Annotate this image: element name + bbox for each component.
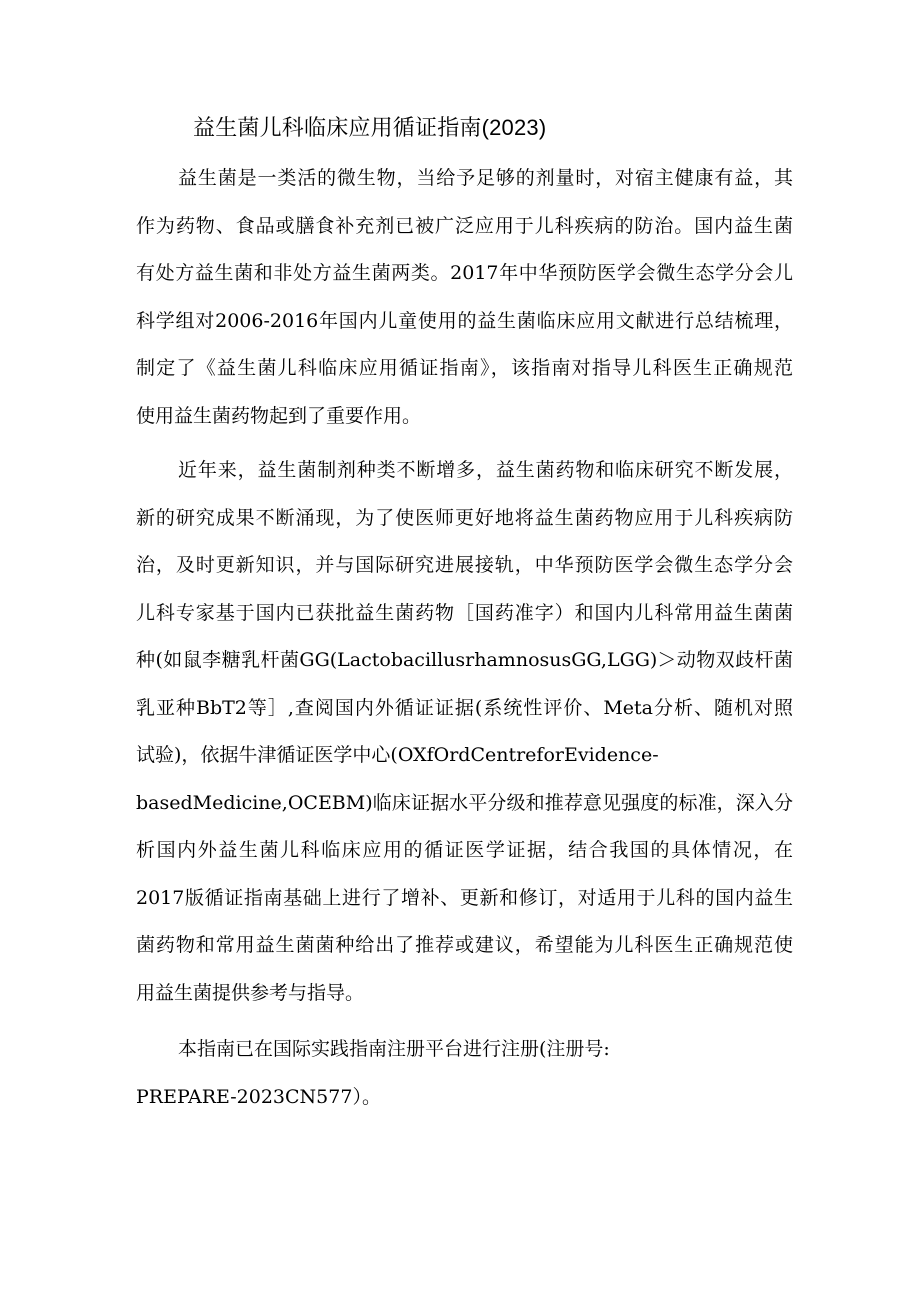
paragraph-line: 使用益生菌药物起到了重要作用。 [136, 404, 422, 427]
paragraph-line: 种(如鼠李糖乳杆菌GG(LactobacillusrhamnosusGG,LGG)＞动物双歧杆菌 [136, 649, 793, 671]
paragraph-line: 菌药物和常用益生菌菌种给出了推荐或建议，希望能为儿科医生正确规范使 [136, 934, 793, 956]
paragraph-line: 析国内外益生菌儿科临床应用的循证医学证据，结合我国的具体情况，在 [136, 839, 793, 861]
paragraph-line: PREPARE-2023CN577）。 [136, 1085, 381, 1108]
paragraph-line: 作为药物、食品或膳食补充剂已被广泛应用于儿科疾病的防治。国内益生菌 [136, 214, 793, 237]
paragraph-registration [136, 1026, 793, 1121]
paragraph-introduction [136, 155, 793, 440]
paragraph-line: 乳亚种BbT2等］,查阅国内外循证证据(系统性评价、Meta分析、随机对照 [136, 696, 793, 719]
paragraph-line: 科学组对2006-2016年国内儿童使用的益生菌临床应用文献进行总结梳理， [136, 309, 793, 332]
paragraph-line: 益生菌是一类活的微生物，当给予足够的剂量时，对宿主健康有益，其 [178, 167, 793, 189]
paragraph-line: 近年来，益生菌制剂种类不断增多，益生菌药物和临床研究不断发展， [178, 459, 793, 481]
paragraph-line: 试验)，依据牛津循证医学中心(OXfOrdCentreforEvidence- [136, 744, 659, 766]
paragraph-line: 儿科专家基于国内已获批益生菌药物［国药准字）和国内儿科常用益生菌菌 [136, 601, 793, 624]
paragraph-line: 新的研究成果不断涌现，为了使医师更好地将益生菌药物应用于儿科疾病防 [136, 506, 793, 529]
document-body [136, 155, 793, 1121]
paragraph-line: 本指南已在国际实践指南注册平台进行注册(注册号: [178, 1038, 610, 1060]
document-title: 益生菌儿科临床应用循证指南(2023) [193, 115, 547, 140]
paragraph-line: 有处方益生菌和非处方益生菌两类。2017年中华预防医学会微生态学分会儿 [136, 262, 793, 284]
paragraph-line: 2017版循证指南基础上进行了增补、更新和修订，对适用于儿科的国内益生 [136, 886, 793, 909]
paragraph-update-background [136, 447, 793, 1017]
paragraph-line: 制定了《益生菌儿科临床应用循证指南》，该指南对指导儿科医生正确规范 [136, 357, 793, 379]
paragraph-line: 用益生菌提供参考与指导。 [136, 981, 365, 1004]
paragraph-line: 治，及时更新知识，并与国际研究进展接轨，中华预防医学会微生态学分会 [136, 554, 793, 576]
paragraph-line: basedMedicine,OCEBM)临床证据水平分级和推荐意见强度的标准，深入分 [136, 791, 793, 814]
